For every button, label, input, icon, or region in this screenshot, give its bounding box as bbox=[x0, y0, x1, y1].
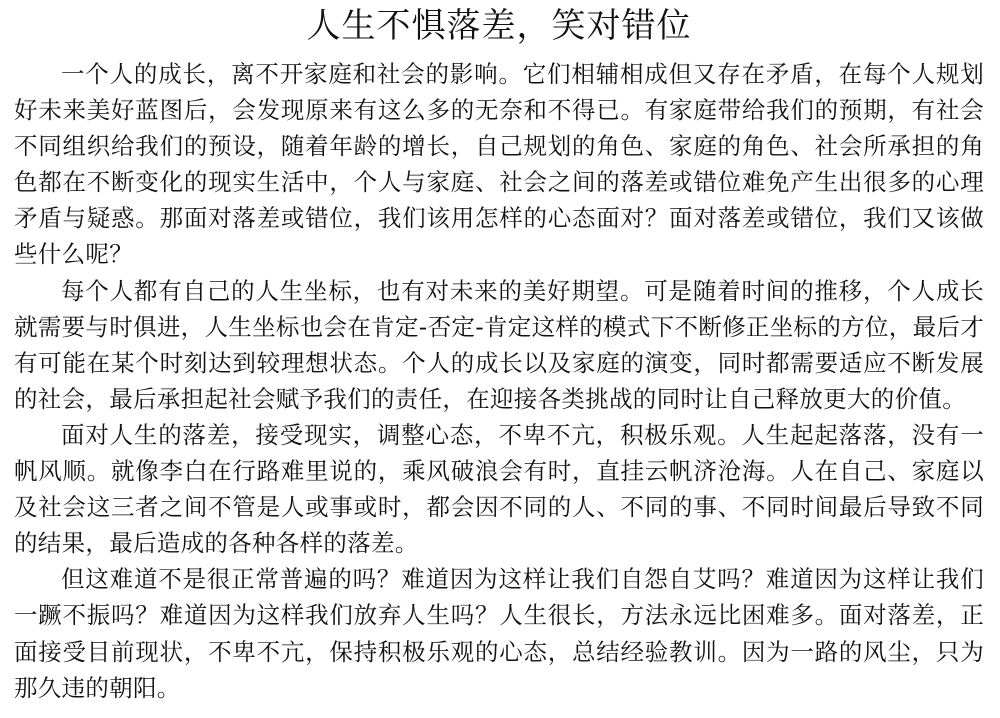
paragraph-1: 一个人的成长，离不开家庭和社会的影响。它们相辅相成但又存在矛盾，在每个人规划好未来美好蓝图后，会发现原来有这么多的无奈和不得已。有家庭带给我们的预期，有社会不同组织给我们的预设，随着年龄的增长，自己规划的角色、家庭的角色、社会所承担的角色都在不断变化的现实生活中，个人与家庭、社会之间的落差或错位难免产生出很多的心理矛盾与疑惑。那面对落差或错位，我们该用怎样的心态面对？面对落差或错位，我们又该做些什么呢？ bbox=[14, 60, 984, 269]
paragraph-4: 但这难道不是很正常普遍的吗？难道因为这样让我们自怨自艾吗？难道因为这样让我们一蹶不振吗？难道因为这样我们放弃人生吗？人生很长，方法永远比困难多。面对落差，正面接受目前现状，不卑不亢，保持积极乐观的心态，总结经验教训。因为一路的风尘，只为那久违的朝阳。 bbox=[14, 565, 984, 702]
paragraph-2: 每个人都有自己的人生坐标，也有对未来的美好期望。可是随着时间的推移，个人成长就需要与时俱进，人生坐标也会在肯定-否定-肯定这样的模式下不断修正坐标的方位，最后才有可能在某个时刻达到较理想状态。个人的成长以及家庭的演变，同时都需要适应不断发展的社会，最后承担起社会赋予我们的责任，在迎接各类挑战的同时让自己释放更大的价值。 bbox=[14, 276, 984, 413]
paragraph-3: 面对人生的落差，接受现实，调整心态，不卑不亢，积极乐观。人生起起落落，没有一帆风顺。就像李白在行路难里说的，乘风破浪会有时，直挂云帆济沧海。人在自己、家庭以及社会这三者之间不管是人或事或时，都会因不同的人、不同的事、不同时间最后导致不同的结果，最后造成的各种各样的落差。 bbox=[14, 420, 984, 558]
article-title: 人生不惧落差，笑对错位 bbox=[306, 6, 692, 46]
